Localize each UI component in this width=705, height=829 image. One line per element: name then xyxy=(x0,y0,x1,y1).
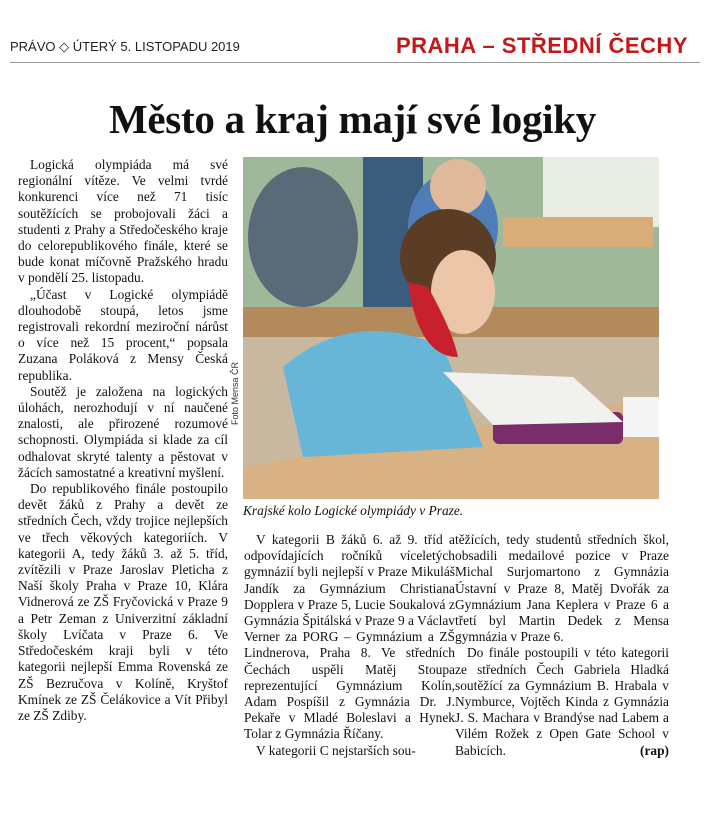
section-title: PRAHA – STŘEDNÍ ČECHY xyxy=(395,33,688,58)
paragraph xyxy=(455,645,669,758)
photo-credit: Foto Mensa ČR xyxy=(230,361,240,425)
paragraph: Soutěž je založena na logických úlohách, nerozhodují v ní naučené znalosti, ale přirozené rozumové schopnosti. Olympiáda si klade za cíl odhalovat skryté talenty a pěstovat v žácích samostatné a kreativní myšlení. xyxy=(18,383,228,480)
paragraph: V kategorii C nejstarších sou- xyxy=(256,742,416,758)
page-header xyxy=(10,33,700,63)
paragraph: V kategorii B žáků 6. až 9. tříd a odpovídajících ročníků víceletých gymnázií byli nejlepší v Praze Mikuláš Jandík za Gymnázium Christiana Dopplera v Praze 5, Lucie Soukalová z Gymnázia Špitálská v Praze 9 a Václav Verner za PORG – Gymnázium a ZŠ Lindnerova, Praha 8. Ve středních Čechách uspěli Matěj Stoupa reprezentující Gymnázium Kolín, Adam Pospíšil z Gymnázia Dr. J. Pekaře v Mladé Boleslavi a Hynek Tolar z Gymnázia Říčany. xyxy=(244,532,455,742)
article-headline: Město a kraj mají své logiky xyxy=(109,96,596,142)
column-3 xyxy=(455,532,669,759)
paragraph: „Účast v Logické olympiádě dlouhodobě stoupá, letos jsme registrovali rekordní meziroční nárůst o více než 15 procent,“ popsala Zuzana Poláková z Mensy Česká republika. xyxy=(18,286,228,383)
newspaper-dateline: PRÁVO ◇ ÚTERÝ 5. LISTOPADU 2019 xyxy=(10,39,240,54)
article-photo xyxy=(243,157,659,499)
paragraph-text: Do finále postoupili v této kategorii ze středních Čech Gabriela Hladká soutěžící za Gymnázium B. Hrabala v Nymburce, Vojtěch Kinda z Gymnázia J. S. Machara v Brandýse nad Labem a Vilém Rožek z Open Gate School v Babicích. xyxy=(455,645,669,758)
paragraph: Do republikového finále postoupilo devět žáků z Prahy a devět ze středních Čech, vždy trojice nejlepších ve třech věkových kategoriích. V kategorii A, tedy žáků 3. až 5. tříd, zvítězili v Praze Jaroslav Pleticha z Naší školy Praha v Praze 10, Klára Vidnerová ze ZŠ Fryčovická v Praze 9 a Petr Zeman z Univerzitní základní školy Lvíčata v Praze 6. Ve Středočeském kraji byli v této kategorii nejlepší Emma Rovenská ze ZŠ Bezručova v Kolíně, Kryštof Kmínek ze ZŠ Čelákovice a Vít Přibyl ze ZŠ Zdiby. xyxy=(18,481,228,723)
column-2 xyxy=(244,532,455,759)
column-1 xyxy=(18,157,228,724)
paragraph: těžících, tedy studentů středních škol, obsadili medailové pozice v Praze Michal Surjomartono z Gymnázia Ústavní v Praze 8, Matěj Dvořák za Gymnázium Jana Keplera v Praze 6 a třetí byl Martin Dedek z Mensa gymnázia v Praze 6. xyxy=(455,532,669,645)
photo-caption: Krajské kolo Logické olympiády v Praze. xyxy=(243,503,464,518)
author-signature: (rap) xyxy=(639,742,669,758)
header-rule xyxy=(10,62,700,63)
paragraph: Logická olympiáda má své regionální vítěze. Ve velmi tvrdé konkurenci více než 71 tisíc soutěžících se probojovali žáci a studenti z Prahy a Středočeského kraje do celorepublikového finále, které se bude konat míčovně Pražského hradu v pondělí 25. listopadu. xyxy=(18,157,228,286)
